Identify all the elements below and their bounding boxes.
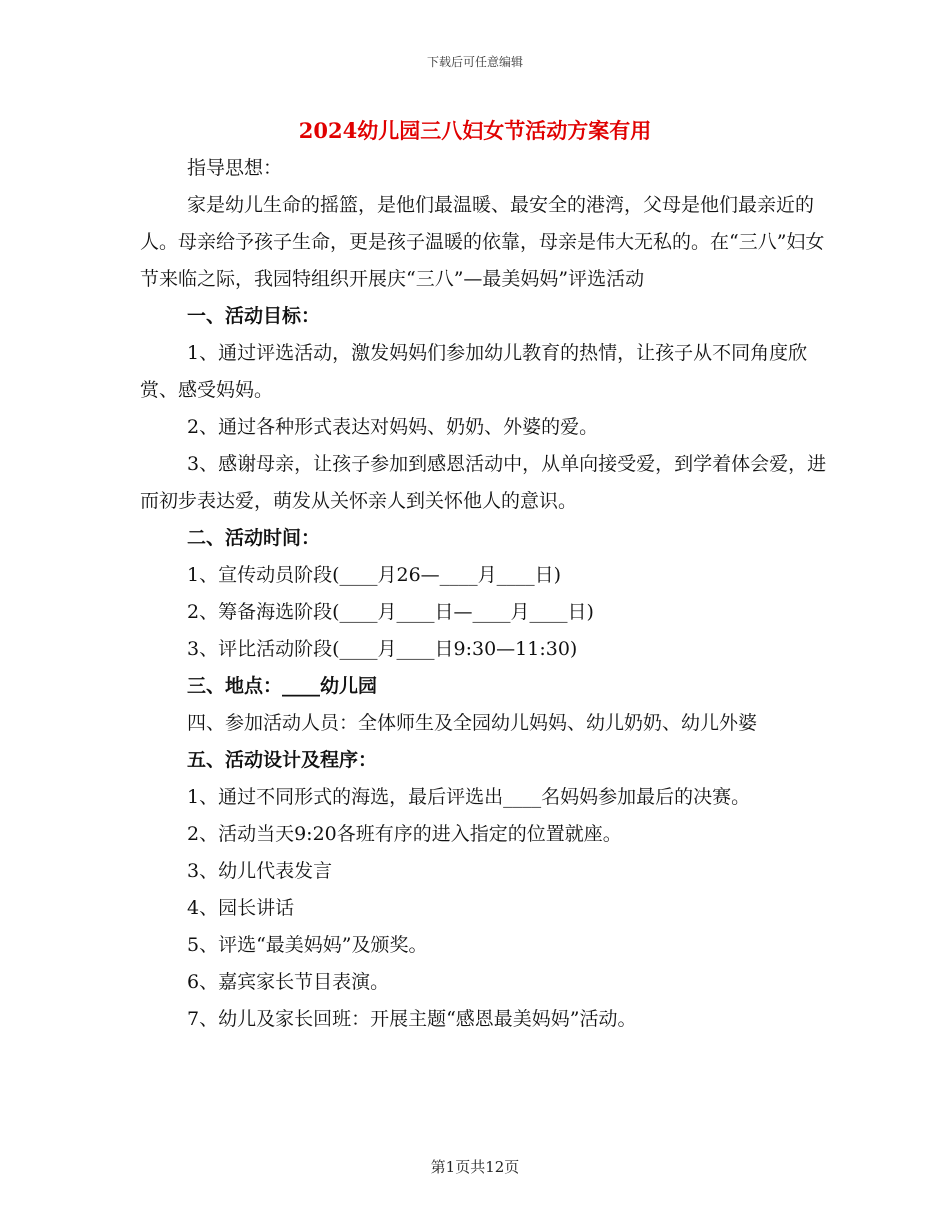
list-item: 7、幼儿及家长回班：开展主题“感恩最美妈妈”活动。	[187, 1008, 637, 1030]
list-item: 2、活动当天9:20各班有序的进入指定的位置就座。	[187, 823, 622, 845]
list-item: 1、通过评选活动，激发妈妈们参加幼儿教育的热情，让孩子从不同角度欣赏、感受妈妈。	[140, 342, 808, 401]
document-title: 2024幼儿园三八妇女节活动方案有用	[298, 118, 652, 143]
document-body	[140, 150, 830, 1038]
list-item: 6、嘉宾家长节目表演。	[187, 971, 390, 993]
section-heading-location: 三、地点：____幼儿园	[187, 675, 378, 697]
section-heading-time: 二、活动时间：	[187, 527, 321, 549]
list-item: 4、园长讲话	[187, 897, 295, 919]
list-item: 3、幼儿代表发言	[187, 860, 333, 882]
list-item: 1、通过不同形式的海选，最后评选出____名妈妈参加最后的决赛。	[187, 786, 751, 808]
list-item: 1、宣传动员阶段(____月26—____月____日)	[187, 564, 562, 586]
section-heading-participants: 四、参加活动人员：全体师生及全园幼儿妈妈、幼儿奶奶、幼儿外婆	[187, 712, 758, 734]
list-item: 2、筹备海选阶段(____月____日—____月____日)	[187, 601, 594, 623]
list-item: 2、通过各种形式表达对妈妈、奶奶、外婆的爱。	[187, 416, 599, 438]
section-heading-goals: 一、活动目标：	[187, 305, 321, 327]
list-item: 3、评比活动阶段(____月____日9:30—11:30)	[187, 638, 578, 660]
list-item: 5、评选“最美妈妈”及颁奖。	[187, 934, 428, 956]
paragraph-guiding-thought: 家是幼儿生命的摇篮，是他们最温暖、最安全的港湾，父母是他们最亲近的人。母亲给予孩子生命，更是孩子温暖的依靠，母亲是伟大无私的。在“三八”妇女节来临之际，我园特组织开展庆“三八”—最美妈妈”评选活动	[140, 194, 825, 290]
section-heading-procedure: 五、活动设计及程序：	[187, 749, 378, 771]
list-item: 3、感谢母亲，让孩子参加到感恩活动中，从单向接受爱，到学着体会爱，进而初步表达爱，萌发从关怀亲人到关怀他人的意识。	[140, 453, 827, 512]
paragraph-guiding-thought-heading: 指导思想：	[187, 157, 283, 179]
page-header: 下载后可任意编辑	[426, 55, 523, 69]
page-footer: 第1页共12页	[430, 1158, 520, 1176]
